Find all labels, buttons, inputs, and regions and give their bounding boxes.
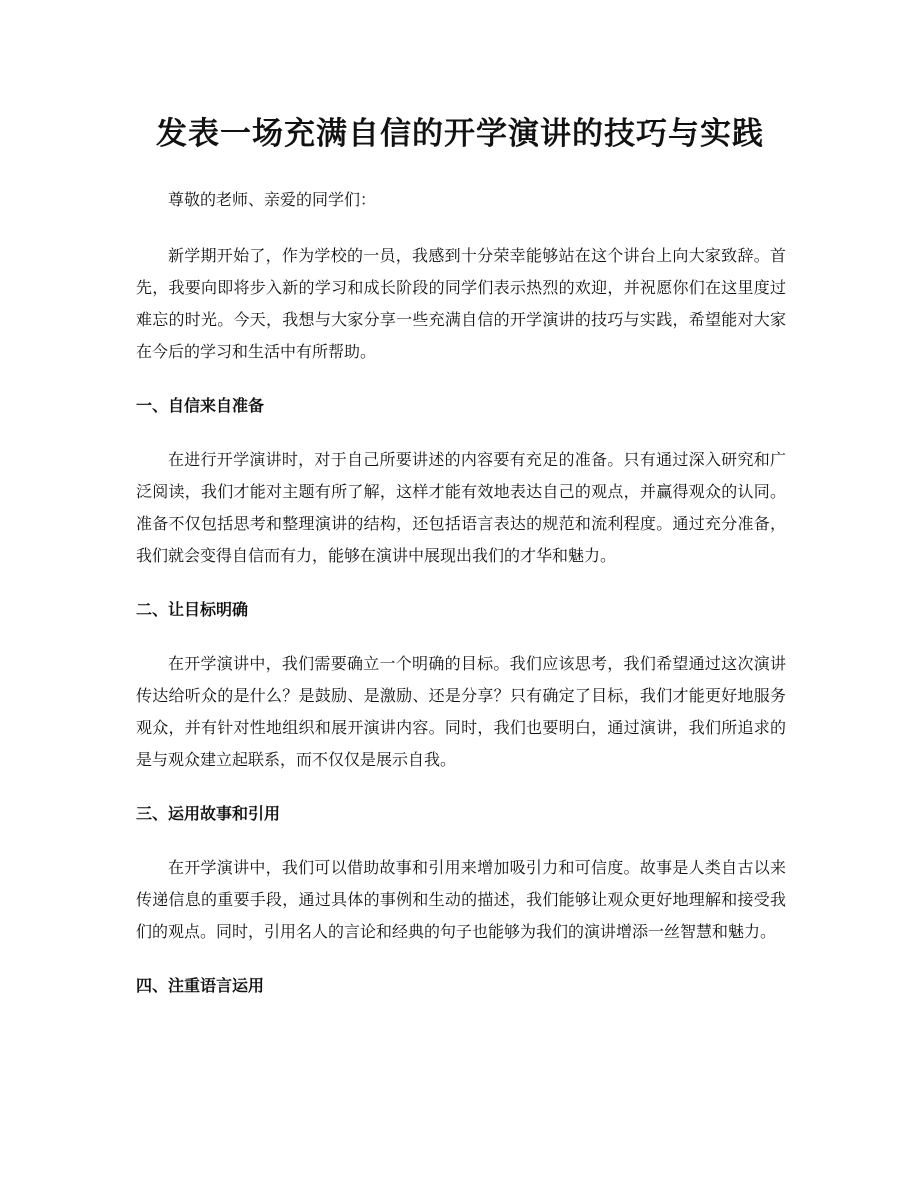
- greeting-line: 尊敬的老师、亲爱的同学们：: [168, 190, 377, 209]
- document-body: [136, 184, 786, 1024]
- intro-paragraph: 新学期开始了，作为学校的一员，我感到十分荣幸能够站在这个讲台上向大家致辞。首先，我要向即将步入新的学习和成长阶段的同学们表示热烈的欢迎，并祝愿你们在这里度过难忘的时光。今天，我想与大家分享一些充满自信的开学演讲的技巧与实践，希望能对大家在今后的学习和生活中有所帮助。: [136, 246, 786, 361]
- section-heading-2: 二、让目标明确: [136, 600, 249, 619]
- section-heading-1: 一、自信来自准备: [136, 396, 265, 415]
- section-body-3: 在开学演讲中，我们可以借助故事和引用来增加吸引力和可信度。故事是人类自古以来传递信息的重要手段，通过具体的事例和生动的描述，我们能够让观众更好地理解和接受我们的观点。同时，引用名人的言论和经典的句子也能够为我们的演讲增添一丝智慧和魅力。: [136, 858, 786, 941]
- section-body-2: 在开学演讲中，我们需要确立一个明确的目标。我们应该思考，我们希望通过这次演讲传达给听众的是什么？是鼓励、是激励、还是分享？只有确定了目标，我们才能更好地服务观众，并有针对性地组织和展开演讲内容。同时，我们也要明白，通过演讲，我们所追求的是与观众建立起联系，而不仅仅是展示自我。: [136, 654, 786, 769]
- section-body-1: 在进行开学演讲时，对于自己所要讲述的内容要有充足的准备。只有通过深入研究和广泛阅读，我们才能对主题有所了解，这样才能有效地表达自己的观点，并赢得观众的认同。准备不仅包括思考和整理演讲的结构，还包括语言表达的规范和流利程度。通过充分准备，我们就会变得自信而有力，能够在演讲中展现出我们的才华和魅力。: [136, 450, 786, 565]
- document-title: 发表一场充满自信的开学演讲的技巧与实践: [156, 116, 764, 152]
- section-heading-4: 四、注重语言运用: [136, 976, 265, 995]
- section-heading-3: 三、运用故事和引用: [136, 804, 281, 823]
